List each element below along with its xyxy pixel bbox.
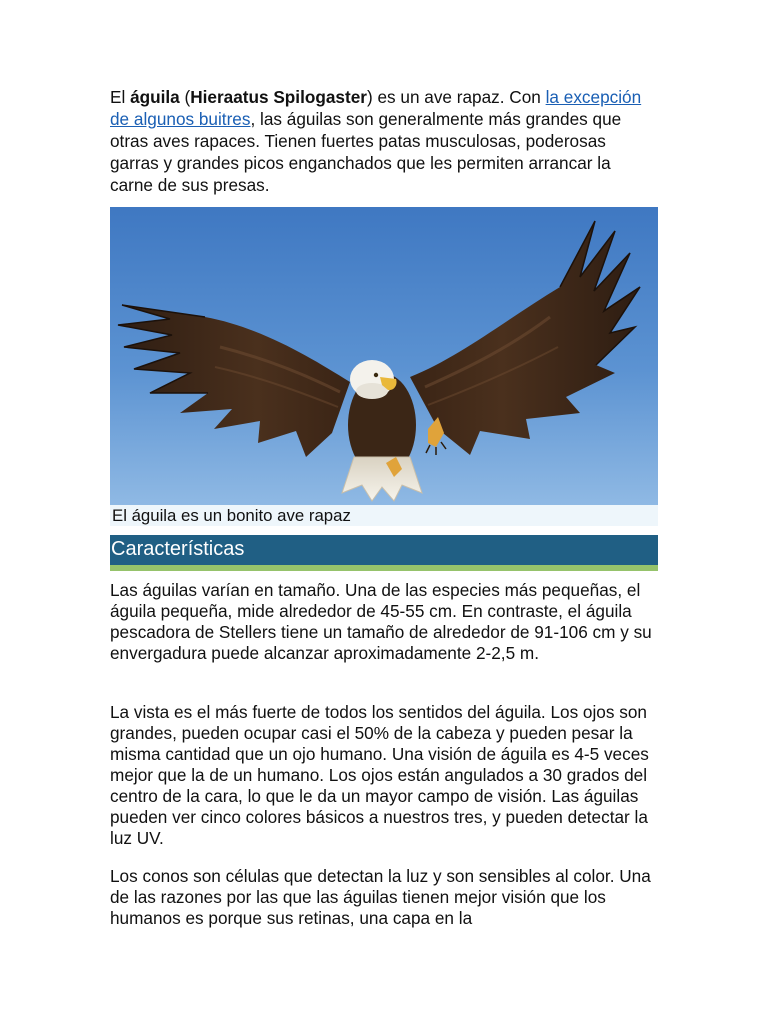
intro-text-2: ( bbox=[179, 87, 191, 107]
eagle-illustration bbox=[110, 207, 658, 505]
intro-bold-eagle: águila bbox=[130, 87, 180, 107]
paragraph-size: Las águilas varían en tamaño. Una de las especies más pequeñas, el águila pequeña, mide alrededor de 45-55 cm. En contraste, el águila pescadora de Stellers tiene un tamaño de alrededor de 91-106 cm y su envergadura puede alcanzar aproximadamente 2-2,5 m. bbox=[110, 580, 652, 663]
paragraph-vision: La vista es el más fuerte de todos los sentidos del águila. Los ojos son grandes, pueden ocupar casi el 50% de la cabeza y pueden pesar la misma cantidad que un ojo humano. Una visión de águila es 4-5 veces mejor que la de un humano. Los ojos están angulados a 30 grados del centro de la cara, lo que le da un mayor campo de visión. Las águilas pueden ver cinco colores básicos a nuestros tres, y pueden detectar la luz UV. bbox=[110, 702, 649, 848]
section-heading-rule bbox=[110, 565, 658, 571]
intro-text-1: El bbox=[110, 87, 131, 107]
intro-text-3: ) es un ave rapaz. Con bbox=[366, 87, 546, 107]
figure-caption: El águila es un bonito ave rapaz bbox=[110, 505, 658, 526]
intro-bold-species: Hieraatus Spilogaster bbox=[190, 87, 367, 107]
intro-text-4: , las águilas son generalmente más grandes que otras aves rapaces. Tienen fuertes patas musculosas, poderosas garras y grandes picos enganchados que les permiten arrancar la carne de sus presas. bbox=[110, 109, 622, 195]
intro-paragraph bbox=[110, 86, 658, 196]
section-heading: Características bbox=[110, 535, 658, 565]
vultures-link[interactable]: la excepción de algunos buitres bbox=[110, 87, 642, 129]
paragraph-cones: Los conos son células que detectan la luz y son sensibles al color. Una de las razones por las que las águilas tienen mejor visión que los humanos es porque sus retinas, una capa en la bbox=[110, 866, 651, 928]
eagle-photo bbox=[110, 207, 658, 505]
